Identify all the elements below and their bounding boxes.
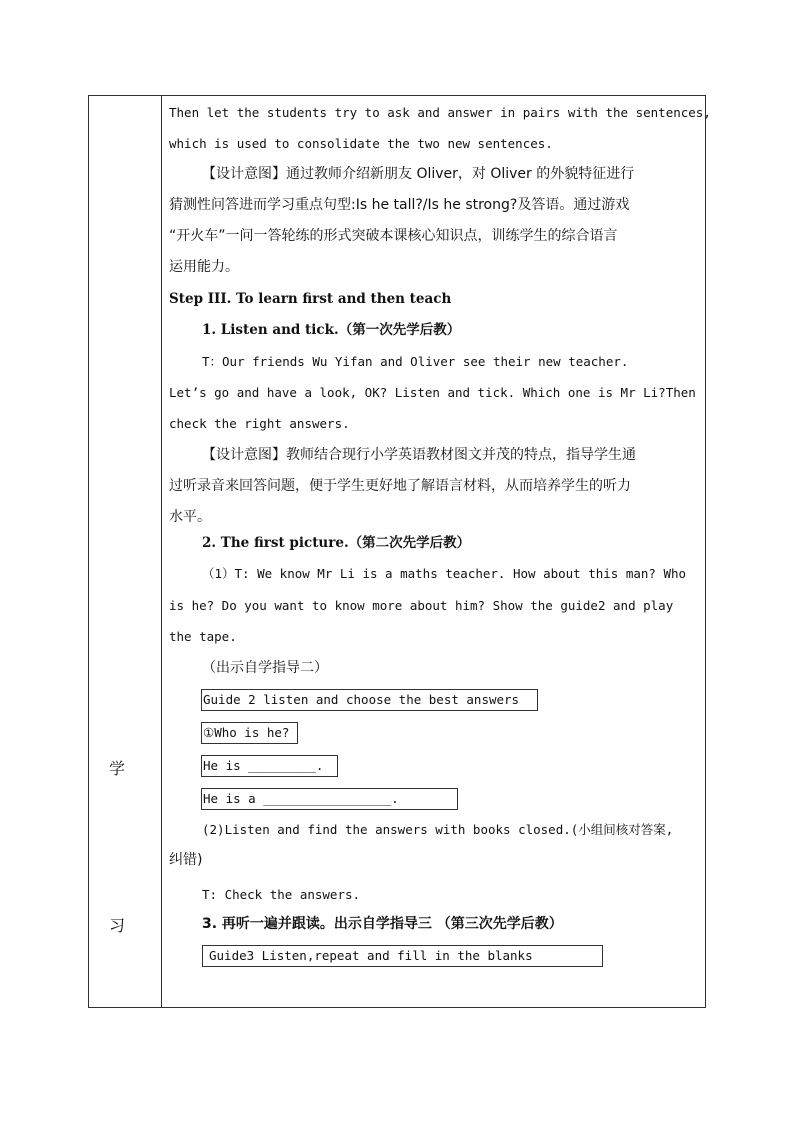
design-intent-1: 【设计意图】通过教师介绍新朋友 Oliver，对 Oliver 的外貌特征进行 bbox=[202, 166, 635, 182]
text-line: Then let the students try to ask and answer in pairs with the sentences, bbox=[169, 105, 711, 120]
text-line: T: Check the answers. bbox=[202, 887, 361, 902]
text-line: T：Our friends Wu Yifan and Oliver see their new teacher. bbox=[202, 354, 629, 369]
answer-box-1: He is _________. bbox=[201, 755, 338, 777]
text-line: check the right answers. bbox=[169, 416, 350, 431]
side-label-xi: 习 bbox=[109, 916, 126, 935]
step-heading: Step III. To learn first and then teach bbox=[169, 291, 452, 307]
text-line: “开火车”一问一答轮练的形式突破本课核心知识点，训练学生的综合语言 bbox=[169, 228, 618, 244]
text-line: 猜测性问答进而学习重点句型:Is he tall?/Is he strong?及答语。通过游戏 bbox=[169, 197, 630, 213]
side-label-xue: 学 bbox=[109, 759, 126, 778]
lesson-table bbox=[88, 95, 711, 1008]
column-divider bbox=[161, 96, 162, 1007]
text-line: （1）T: We know Mr Li is a maths teacher. How about this man? Who bbox=[202, 566, 687, 581]
section-heading-1: 1. Listen and tick.（第一次先学后教） bbox=[202, 322, 461, 338]
section-heading-2: 2. The first picture.（第二次先学后教） bbox=[202, 535, 471, 551]
text-line: 水平。 bbox=[169, 509, 211, 525]
text-line: Let’s go and have a look, OK? Listen and tick. Which one is Mr Li?Then bbox=[169, 385, 696, 400]
design-intent-2: 【设计意图】教师结合现行小学英语教材图文并茂的特点，指导学生通 bbox=[202, 447, 636, 463]
question-box: ①Who is he? bbox=[201, 722, 298, 744]
text-line: (2)Listen and find the answers with books closed.(小组间核对答案, bbox=[202, 822, 674, 837]
text-line: is he? Do you want to know more about him? Show the guide2 and play bbox=[169, 598, 674, 613]
answer-box-2: He is a _________________. bbox=[201, 788, 458, 810]
section-heading-3: 3. 再听一遍并跟读。出示自学指导三 （第三次先学后教） bbox=[202, 916, 563, 932]
text-line: which is used to consolidate the two new sentences. bbox=[169, 136, 553, 151]
guide3-box: Guide3 Listen,repeat and fill in the blanks bbox=[202, 945, 603, 967]
text-line: （出示自学指导二） bbox=[202, 660, 328, 676]
text-line: the tape. bbox=[169, 629, 237, 644]
text-line: 运用能力。 bbox=[169, 259, 239, 275]
guide2-box: Guide 2 listen and choose the best answers bbox=[201, 689, 538, 711]
text-line: 纠错) bbox=[169, 852, 203, 868]
text-line: 过听录音来回答问题，便于学生更好地了解语言材料，从而培养学生的听力 bbox=[169, 478, 631, 494]
